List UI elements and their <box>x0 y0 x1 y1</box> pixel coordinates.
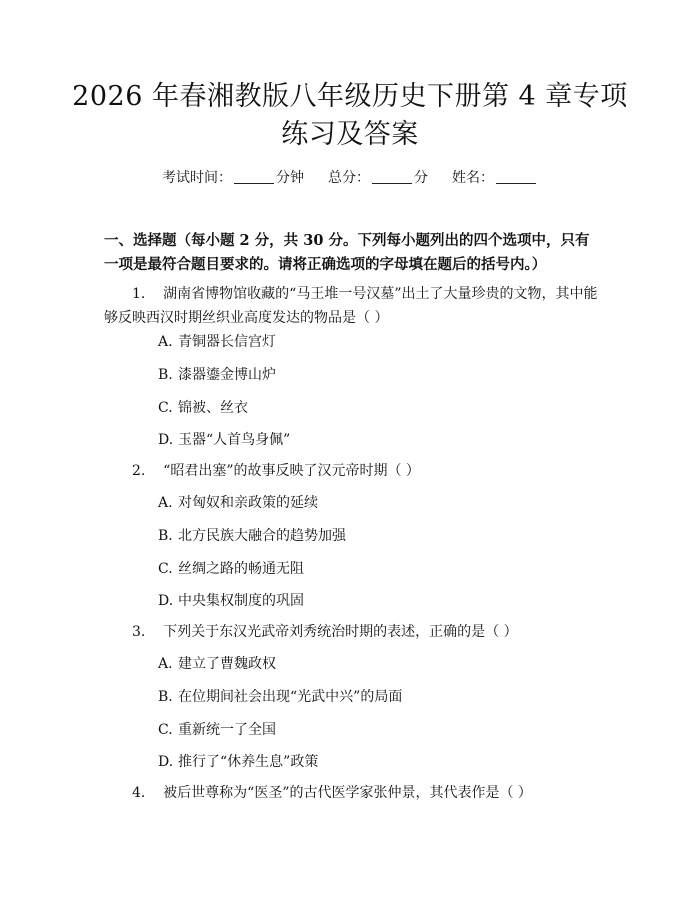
option-2a: A. 对匈奴和亲政策的延续 <box>158 495 318 511</box>
time-unit: 分钟 <box>276 170 304 186</box>
name-label: 姓名： <box>452 170 494 186</box>
question-number: 4. <box>132 785 146 801</box>
page-title-line1: 2026 年春湘教版八年级历史下册第 4 章专项 <box>72 81 628 112</box>
option-1d: D. 玉器“人首鸟身佩” <box>158 432 291 448</box>
name-blank <box>496 169 536 184</box>
question-number: 3. <box>132 624 146 640</box>
question-text: 湖南省博物馆收藏的“马王堆一号汉墓”出土了大量珍贵的文物，其中能够反映西汉时期丝织业高度发达的物品是（ ） <box>104 286 598 326</box>
question-number: 2. <box>132 463 146 479</box>
score-label: 总分： <box>328 170 370 186</box>
section-heading: 一、选择题（每小题 2 分，共 30 分。下列每小题列出的四个选项中，只有一项是最符合题目要求的。请将正确选项的字母填在题后的括号内。） <box>104 232 590 273</box>
option-3c: C. 重新统一了全国 <box>158 722 276 738</box>
time-blank <box>234 169 274 184</box>
option-1c: C. 锦被、丝衣 <box>158 400 248 416</box>
score-blank <box>372 169 412 184</box>
question-2 <box>104 459 604 483</box>
option-1a: A. 青铜器长信宫灯 <box>158 334 276 350</box>
question-text: “昭君出塞”的故事反映了汉元帝时期（ ） <box>163 463 420 479</box>
question-4 <box>104 781 604 805</box>
option-2d: D. 中央集权制度的巩固 <box>158 593 304 609</box>
option-2b: B. 北方民族大融合的趋势加强 <box>158 528 346 544</box>
score-unit: 分 <box>414 170 428 186</box>
question-text: 下列关于东汉光武帝刘秀统治时期的表述，正确的是（ ） <box>163 624 518 640</box>
question-text: 被后世尊称为“医圣”的古代医学家张仲景，其代表作是（ ） <box>163 785 532 801</box>
time-label: 考试时间： <box>162 170 232 186</box>
option-3a: A. 建立了曹魏政权 <box>158 656 276 672</box>
option-3d: D. 推行了“休养生息”政策 <box>158 754 319 770</box>
question-3 <box>104 620 604 644</box>
question-1 <box>104 282 604 330</box>
option-1b: B. 漆器鎏金博山炉 <box>158 367 276 383</box>
option-2c: C. 丝绸之路的畅通无阻 <box>158 561 304 577</box>
option-3b: B. 在位期间社会出现“光武中兴”的局面 <box>158 689 403 705</box>
page-title <box>60 78 640 154</box>
exam-info <box>0 168 700 188</box>
page-title-line2: 练习及答案 <box>281 119 419 150</box>
question-number: 1. <box>132 286 146 302</box>
